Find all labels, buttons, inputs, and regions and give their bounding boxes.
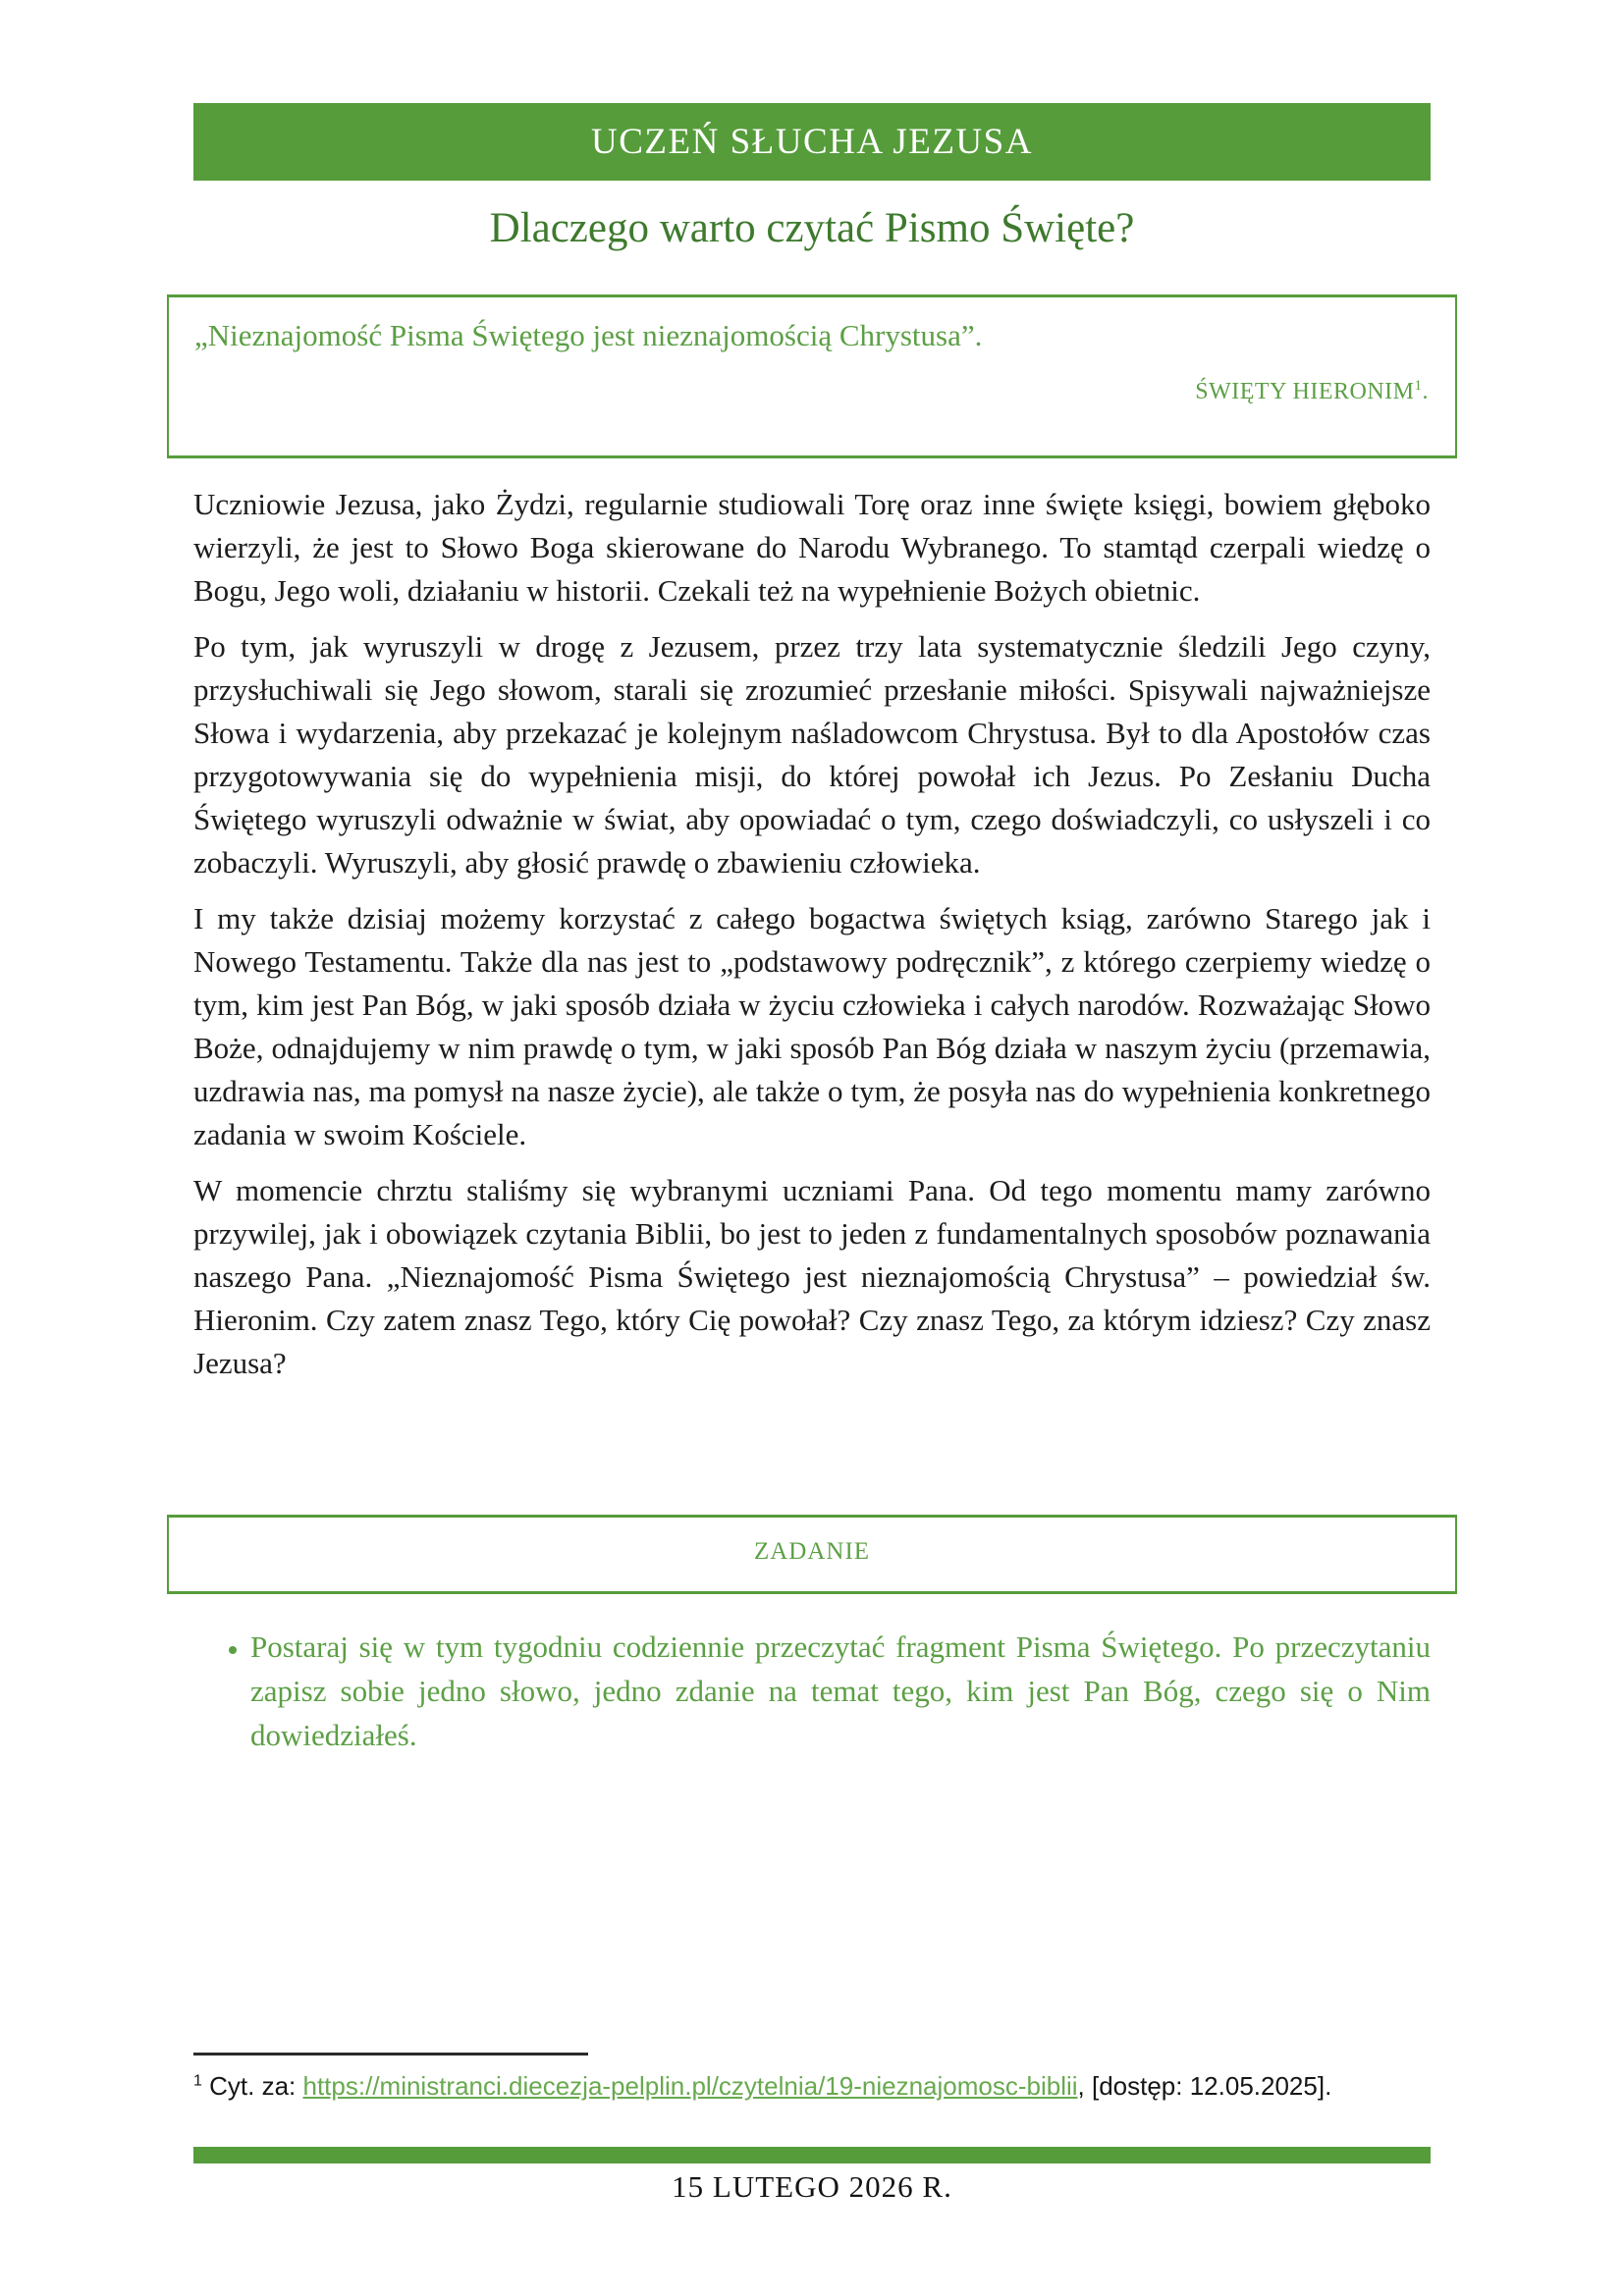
quote-attribution-footnote-ref: 1 <box>1414 378 1423 394</box>
footnote-ref: 1 <box>193 2072 202 2090</box>
task-item: • Postaraj się w tym tygodniu codziennie przeczytać fragment Pisma Świętego. Po przeczytaniu zapisz sobie jedno słowo, jedno zdanie na temat tego, kim jest Pan Bóg, czego się o Nim dowiedziałeś. <box>250 1625 1431 1757</box>
footnote-prefix: Cyt. za: <box>209 2071 303 2101</box>
quote-section <box>167 294 1457 458</box>
body-paragraph-3: I my także dzisiaj możemy korzystać z całego bogactwa świętych ksiąg, zarówno Starego jak i Nowego Testamentu. Także dla nas jest to „podstawowy podręcznik”, z którego czerpiemy wiedzę o tym, kim jest Pan Bóg, w jaki sposób działa w życiu człowieka i całych narodów. Rozważając Słowo Boże, odnajdujemy w nim prawdę o tym, w jaki sposób Pan Bóg działa w naszym życiu (przemawia, uzdrawia nas, ma pomysł na nasze życie), ale także o tym, że posyła nas do wypełnienia konkretnego zadania w swoim Kościele. <box>193 901 1431 1151</box>
body-text <box>193 483 1431 1398</box>
task-heading: ZADANIE <box>753 1538 871 1565</box>
body-paragraph-4: W momencie chrztu staliśmy się wybranymi uczniami Pana. Od tego momentu mamy zarówno przywilej, jak i obowiązek czytania Biblii, bo jest to jeden z fundamentalnych sposobów poznawania naszego Pana. „Nieznajomość Pisma Świętego jest nieznajomością Chrystusa” – powiedział św. Hieronim. Czy zatem znasz Tego, który Cię powołał? Czy znasz Tego, za którym idziesz? Czy znasz Jezusa? <box>193 1173 1431 1380</box>
header-banner: UCZEŃ SŁUCHA JEZUSA <box>193 103 1431 181</box>
page-title: Dlaczego warto czytać Pismo Święte? <box>489 205 1135 251</box>
footnote <box>193 2071 1460 2102</box>
quote-attribution-name: ŚWIĘTY HIERONIM <box>1195 379 1415 404</box>
task-section-header <box>167 1515 1457 1594</box>
footnote-link[interactable]: https://ministranci.diecezja-pelplin.pl/czytelnia/19-nieznajomosc-biblii <box>302 2071 1078 2101</box>
quote-text: „Nieznajomość Pisma Świętego jest nieznajomością Chrystusa”. <box>194 318 983 352</box>
body-paragraph-1: Uczniowie Jezusa, jako Żydzi, regularnie studiowali Torę oraz inne święte księgi, bowiem głęboko wierzyli, że jest to Słowo Boga skierowane do Narodu Wybranego. To stamtąd czerpali wiedzę o Bogu, Jego woli, działaniu w historii. Czekali też na wypełnienie Bożych obietnic. <box>193 487 1431 608</box>
footnote-separator <box>193 2053 588 2056</box>
quote-attribution <box>169 378 1429 405</box>
footer-bar <box>193 2147 1431 2163</box>
footer-date: 15 LUTEGO 2026 R. <box>672 2169 952 2204</box>
footnote-suffix: , [dostęp: 12.05.2025]. <box>1077 2071 1332 2101</box>
task-list <box>193 1625 1431 1757</box>
quote-attribution-period: . <box>1422 379 1429 404</box>
body-paragraph-2: Po tym, jak wyruszyli w drogę z Jezusem, przez trzy lata systematycznie śledzili Jego czyny, przysłuchiwali się Jego słowom, starali się zrozumieć przesłanie miłości. Spisywali najważniejsze Słowa i wydarzenia, aby przekazać je kolejnym naśladowcom Chrystusa. Był to dla Apostołów czas przygotowywania się do wypełnienia misji, do której powołał ich Jezus. Po Zesłaniu Ducha Świętego wyruszyli odważnie w świat, aby opowiadać o tym, czego doświadczyli, co usłyszeli i co zobaczyli. Wyruszyli, aby głosić prawdę o zbawieniu człowieka. <box>193 629 1431 880</box>
